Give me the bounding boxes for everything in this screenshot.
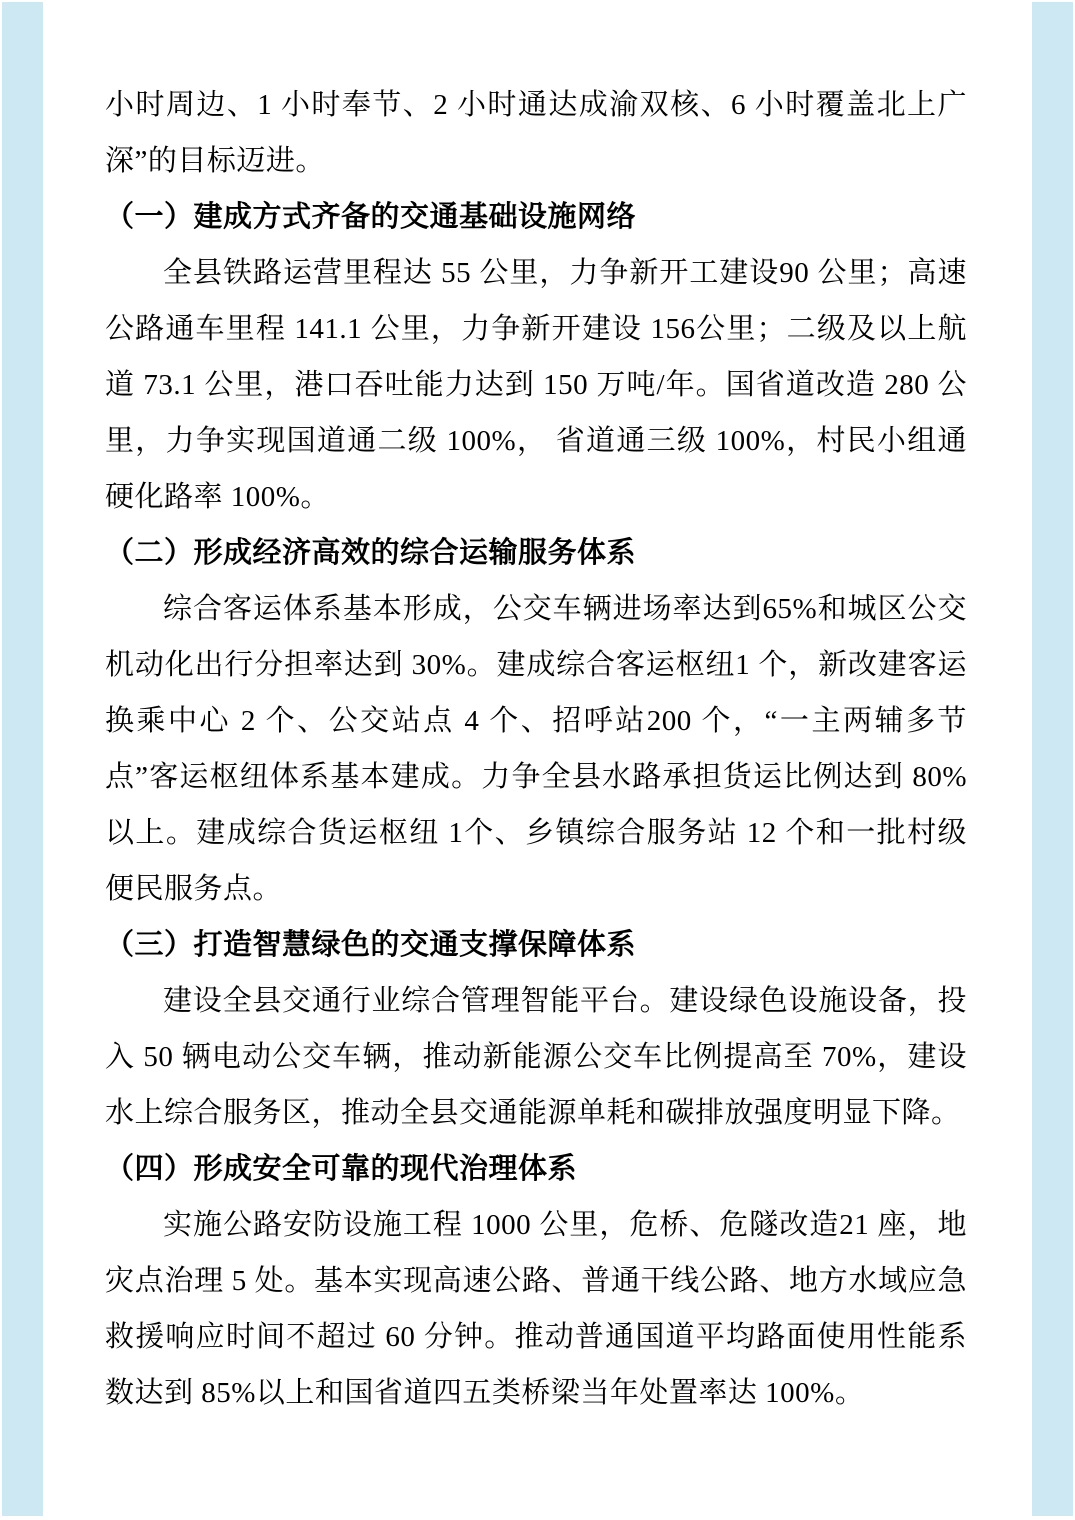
section-4-heading: （四）形成安全可靠的现代治理体系 (105, 1153, 578, 1185)
section-3-paragraph: 建设全县交通行业综合管理智能平台。建设绿色设施设备，投入 50 辆电动公交车辆，推动新能源公交车比例提高至 70%，建设水上综合服务区，推动全县交通能源单耗和碳排放强度明显下降。 (105, 985, 967, 1129)
left-margin-strip (2, 2, 43, 1516)
section-2-paragraph: 综合客运体系基本形成，公交车辆进场率达到65%和城区公交机动化出行分担率达到 30%。建成综合客运枢纽1 个，新改建客运换乘中心 2 个、公交站点 4 个、招呼站200 个，“一主两辅多节点”客运枢纽体系基本建成。力争全县水路承担货运比例达到 80%以上。建成综合货运枢纽 1个、乡镇综合服务站 12 个和一批村级便民服务点。 (105, 593, 967, 905)
section-4-paragraph: 实施公路安防设施工程 1000 公里，危桥、危隧改造21 座，地灾点治理 5 处。基本实现高速公路、普通干线公路、地方水域应急救援响应时间不超过 60 分钟。推动普通国道平均路面使用性能系数达到 85%以上和国省道四五类桥梁当年处置率达 100%。 (105, 1209, 967, 1409)
section-1-heading: （一）建成方式齐备的交通基础设施网络 (105, 201, 637, 233)
section-2-heading: （二）形成经济高效的综合运输服务体系 (105, 537, 637, 569)
right-margin-strip (1032, 2, 1073, 1516)
section-3-heading: （三）打造智慧绿色的交通支撑保障体系 (105, 929, 637, 961)
intro-paragraph: 小时周边、1 小时奉节、2 小时通达成渝双核、6 小时覆盖北上广深”的目标迈进。 (105, 89, 967, 177)
document-content (105, 77, 967, 1421)
section-1-paragraph: 全县铁路运营里程达 55 公里，力争新开工建设90 公里；高速公路通车里程 141.1 公里，力争新开建设 156公里；二级及以上航道 73.1 公里，港口吞吐能力达到 150 万吨/年。国省道改造 280 公里，力争实现国道通二级 100%， 省道通三级 100%，村民小组通硬化路率 100%。 (105, 257, 967, 513)
